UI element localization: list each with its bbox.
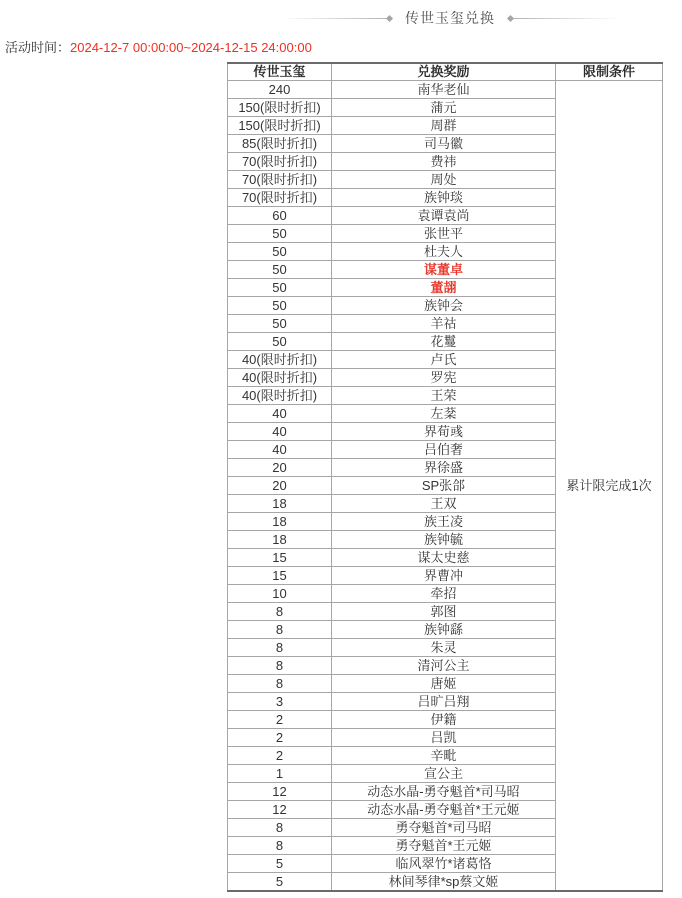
reward-cell: 吕旷吕翔: [332, 693, 556, 711]
cost-cell: 85(限时折扣): [228, 135, 332, 153]
reward-cell: 宣公主: [332, 765, 556, 783]
activity-time-label: 活动时间：: [5, 40, 71, 55]
cost-cell: 1: [228, 765, 332, 783]
exchange-table: [227, 62, 663, 892]
cost-cell: 5: [228, 873, 332, 892]
reward-cell: 林间琴律*sp蔡文姬: [332, 873, 556, 892]
cost-cell: 18: [228, 495, 332, 513]
reward-cell: 谋太史慈: [332, 549, 556, 567]
cost-cell: 8: [228, 675, 332, 693]
cost-cell: 12: [228, 783, 332, 801]
cost-cell: 50: [228, 243, 332, 261]
cost-cell: 10: [228, 585, 332, 603]
cost-cell: 40: [228, 441, 332, 459]
cost-cell: 150(限时折扣): [228, 99, 332, 117]
cost-cell: 8: [228, 819, 332, 837]
reward-cell: 吕凯: [332, 729, 556, 747]
cost-cell: 8: [228, 603, 332, 621]
column-header-reward: 兑换奖励: [332, 63, 556, 81]
decorative-line-left: [285, 18, 387, 19]
restriction-cell: 累计限完成1次: [556, 81, 663, 892]
reward-cell: 羊祜: [332, 315, 556, 333]
reward-cell: 族钟毓: [332, 531, 556, 549]
reward-cell: 罗宪: [332, 369, 556, 387]
cost-cell: 15: [228, 567, 332, 585]
cost-cell: 8: [228, 657, 332, 675]
reward-cell: 蒲元: [332, 99, 556, 117]
reward-cell: 谋董卓: [332, 261, 556, 279]
reward-cell: 唐姬: [332, 675, 556, 693]
reward-cell: 司马徽: [332, 135, 556, 153]
reward-cell: 界曹冲: [332, 567, 556, 585]
cost-cell: 40(限时折扣): [228, 369, 332, 387]
reward-cell: 郭图: [332, 603, 556, 621]
reward-cell: 吕伯奢: [332, 441, 556, 459]
page-title-row: [109, 8, 682, 28]
reward-cell: 花鬘: [332, 333, 556, 351]
cost-cell: 50: [228, 225, 332, 243]
reward-cell: 袁谭袁尚: [332, 207, 556, 225]
reward-cell: 杜夫人: [332, 243, 556, 261]
column-header-restriction: 限制条件: [556, 63, 663, 81]
cost-cell: 18: [228, 531, 332, 549]
reward-cell: 南华老仙: [332, 81, 556, 99]
cost-cell: 12: [228, 801, 332, 819]
cost-cell: 2: [228, 729, 332, 747]
cost-cell: 150(限时折扣): [228, 117, 332, 135]
table-row: [228, 81, 663, 99]
reward-cell: 界徐盛: [332, 459, 556, 477]
reward-cell: 周处: [332, 171, 556, 189]
reward-cell: 伊籍: [332, 711, 556, 729]
cost-cell: 2: [228, 711, 332, 729]
cost-cell: 70(限时折扣): [228, 171, 332, 189]
cost-cell: 8: [228, 837, 332, 855]
cost-cell: 60: [228, 207, 332, 225]
reward-cell: 族钟会: [332, 297, 556, 315]
reward-cell: 勇夺魁首*王元姬: [332, 837, 556, 855]
reward-cell: 左棻: [332, 405, 556, 423]
cost-cell: 20: [228, 477, 332, 495]
cost-cell: 20: [228, 459, 332, 477]
cost-cell: 5: [228, 855, 332, 873]
reward-cell: 卢氏: [332, 351, 556, 369]
cost-cell: 240: [228, 81, 332, 99]
cost-cell: 70(限时折扣): [228, 153, 332, 171]
reward-cell: 临风翠竹*诸葛恪: [332, 855, 556, 873]
reward-cell: 董翓: [332, 279, 556, 297]
reward-cell: 族王凌: [332, 513, 556, 531]
cost-cell: 2: [228, 747, 332, 765]
diamond-icon: [386, 14, 393, 21]
cost-cell: 50: [228, 315, 332, 333]
cost-cell: 18: [228, 513, 332, 531]
reward-cell: 牵招: [332, 585, 556, 603]
cost-cell: 50: [228, 279, 332, 297]
cost-cell: 40(限时折扣): [228, 351, 332, 369]
reward-cell: 动态水晶-勇夺魁首*司马昭: [332, 783, 556, 801]
reward-cell: 勇夺魁首*司马昭: [332, 819, 556, 837]
cost-cell: 3: [228, 693, 332, 711]
table-header-row: [228, 63, 663, 81]
cost-cell: 50: [228, 333, 332, 351]
cost-cell: 8: [228, 639, 332, 657]
page-title: 传世玉玺兑换: [405, 10, 495, 26]
cost-cell: 40: [228, 423, 332, 441]
cost-cell: 40: [228, 405, 332, 423]
reward-cell: 动态水晶-勇夺魁首*王元姬: [332, 801, 556, 819]
reward-cell: 费祎: [332, 153, 556, 171]
reward-cell: 族钟繇: [332, 621, 556, 639]
reward-cell: 王荣: [332, 387, 556, 405]
column-header-cost: 传世玉玺: [228, 63, 332, 81]
cost-cell: 40(限时折扣): [228, 387, 332, 405]
cost-cell: 50: [228, 297, 332, 315]
cost-cell: 8: [228, 621, 332, 639]
reward-cell: 王双: [332, 495, 556, 513]
diamond-icon: [507, 14, 514, 21]
cost-cell: 50: [228, 261, 332, 279]
decorative-line-right: [513, 18, 615, 19]
reward-cell: 周群: [332, 117, 556, 135]
reward-cell: 张世平: [332, 225, 556, 243]
reward-cell: 朱灵: [332, 639, 556, 657]
reward-cell: 界荀彧: [332, 423, 556, 441]
reward-cell: 清河公主: [332, 657, 556, 675]
cost-cell: 70(限时折扣): [228, 189, 332, 207]
activity-time-value: 2024-12-7 00:00:00~2024-12-15 24:00:00: [70, 40, 312, 55]
activity-time: [5, 40, 312, 56]
cost-cell: 15: [228, 549, 332, 567]
reward-cell: 辛毗: [332, 747, 556, 765]
reward-cell: 族钟琰: [332, 189, 556, 207]
reward-cell: SP张郃: [332, 477, 556, 495]
